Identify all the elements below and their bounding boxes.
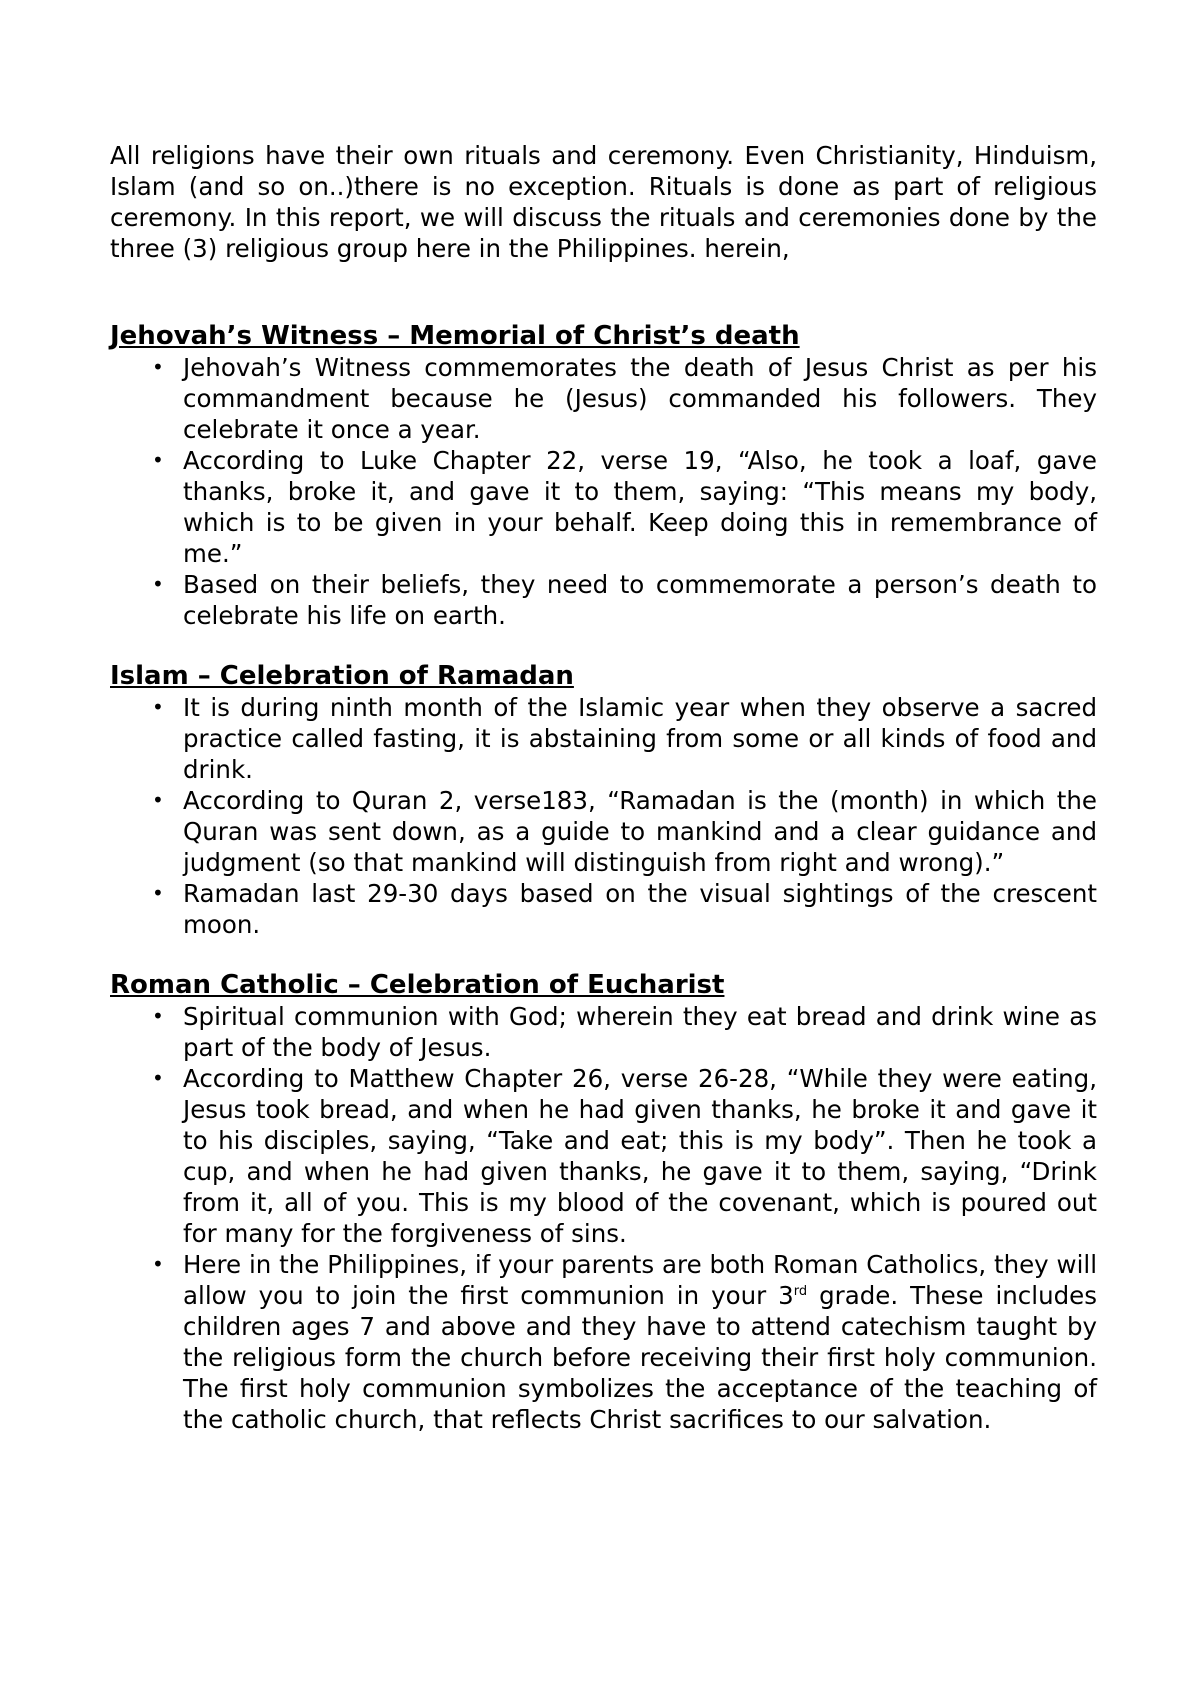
bullet-list [110,692,1097,940]
bullet-icon: • [152,881,164,905]
list-item-text: According to Luke Chapter 22, verse 19, “Also, he took a loaf, gave thanks, broke it, and gave it to them, saying: “This means my body, which is to be given in your behalf. Keep doing this in remembrance of me.” [183,446,1097,568]
list-item-text: Based on their beliefs, they need to commemorate a person’s death to celebrate his life on earth. [183,570,1097,630]
list-item [110,1063,1097,1249]
list-item-text: Jehovah’s Witness commemorates the death of Jesus Christ as per his commandment because he (Jesus) commanded his followers. They celebrate it once a year. [183,353,1097,444]
list-item-text-part: grade. These includes children ages 7 and above and they have to attend catechism taught by the religious form the church before receiving their first holy communion. The first holy communion symbolizes the acceptance of the teaching of the catholic church, that reflects Christ sacrifices to our salvation. [183,1281,1097,1434]
bullet-icon: • [152,1252,164,1276]
section-heading: Jehovah’s Witness – Memorial of Christ’s death [110,321,800,351]
bullet-list [110,1001,1097,1435]
bullet-icon: • [152,1066,164,1090]
bullet-icon: • [152,1004,164,1028]
list-item [110,692,1097,785]
bullet-icon: • [152,788,164,812]
section-islam [110,660,1097,940]
bullet-icon: • [152,355,164,379]
list-item-text: It is during ninth month of the Islamic year when they observe a sacred practice called fasting, it is abstaining from some or all kinds of food and drink. [183,693,1097,784]
list-item-text [183,1250,1097,1434]
list-item [110,878,1097,940]
bullet-list [110,352,1097,631]
bullet-icon: • [152,695,164,719]
list-item [110,445,1097,569]
section-roman-catholic [110,969,1097,1435]
list-item [110,1001,1097,1063]
section-jehovahs-witness [110,320,1097,631]
list-item [110,569,1097,631]
list-item [110,352,1097,445]
list-item-text: Ramadan last 29-30 days based on the visual sightings of the crescent moon. [183,879,1097,939]
document-page [110,140,1097,1435]
list-item-text: According to Quran 2, verse183, “Ramadan is the (month) in which the Quran was sent down, as a guide to mankind and a clear guidance and judgment (so that mankind will distinguish from right and wrong).” [183,786,1097,877]
list-item-text: Spiritual communion with God; wherein they eat bread and drink wine as part of the body of Jesus. [183,1002,1097,1062]
section-heading: Islam – Celebration of Ramadan [110,661,574,691]
list-item [110,785,1097,878]
bullet-icon: • [152,572,164,596]
bullet-icon: • [152,448,164,472]
list-item-text-part: Here in the Philippines, if your parents are both Roman Catholics, they will allow you to join the first communion in your 3 [183,1250,1097,1310]
ordinal-suffix: rd [793,1283,808,1299]
list-item [110,1249,1097,1435]
list-item-text: According to Matthew Chapter 26, verse 26-28, “While they were eating, Jesus took bread, and when he had given thanks, he broke it and gave it to his disciples, saying, “Take and eat; this is my body”. Then he took a cup, and when he had given thanks, he gave it to them, saying, “Drink from it, all of you. This is my blood of the covenant, which is poured out for many for the forgiveness of sins. [183,1064,1097,1248]
section-heading: Roman Catholic – Celebration of Eucharist [110,970,725,1000]
intro-paragraph: All religions have their own rituals and ceremony. Even Christianity, Hinduism, Islam (and so on..)there is no exception. Rituals is done as part of religious ceremony. In this report, we will discuss the rituals and ceremonies done by the three (3) religious group here in the Philippines. herein, [110,141,1097,263]
